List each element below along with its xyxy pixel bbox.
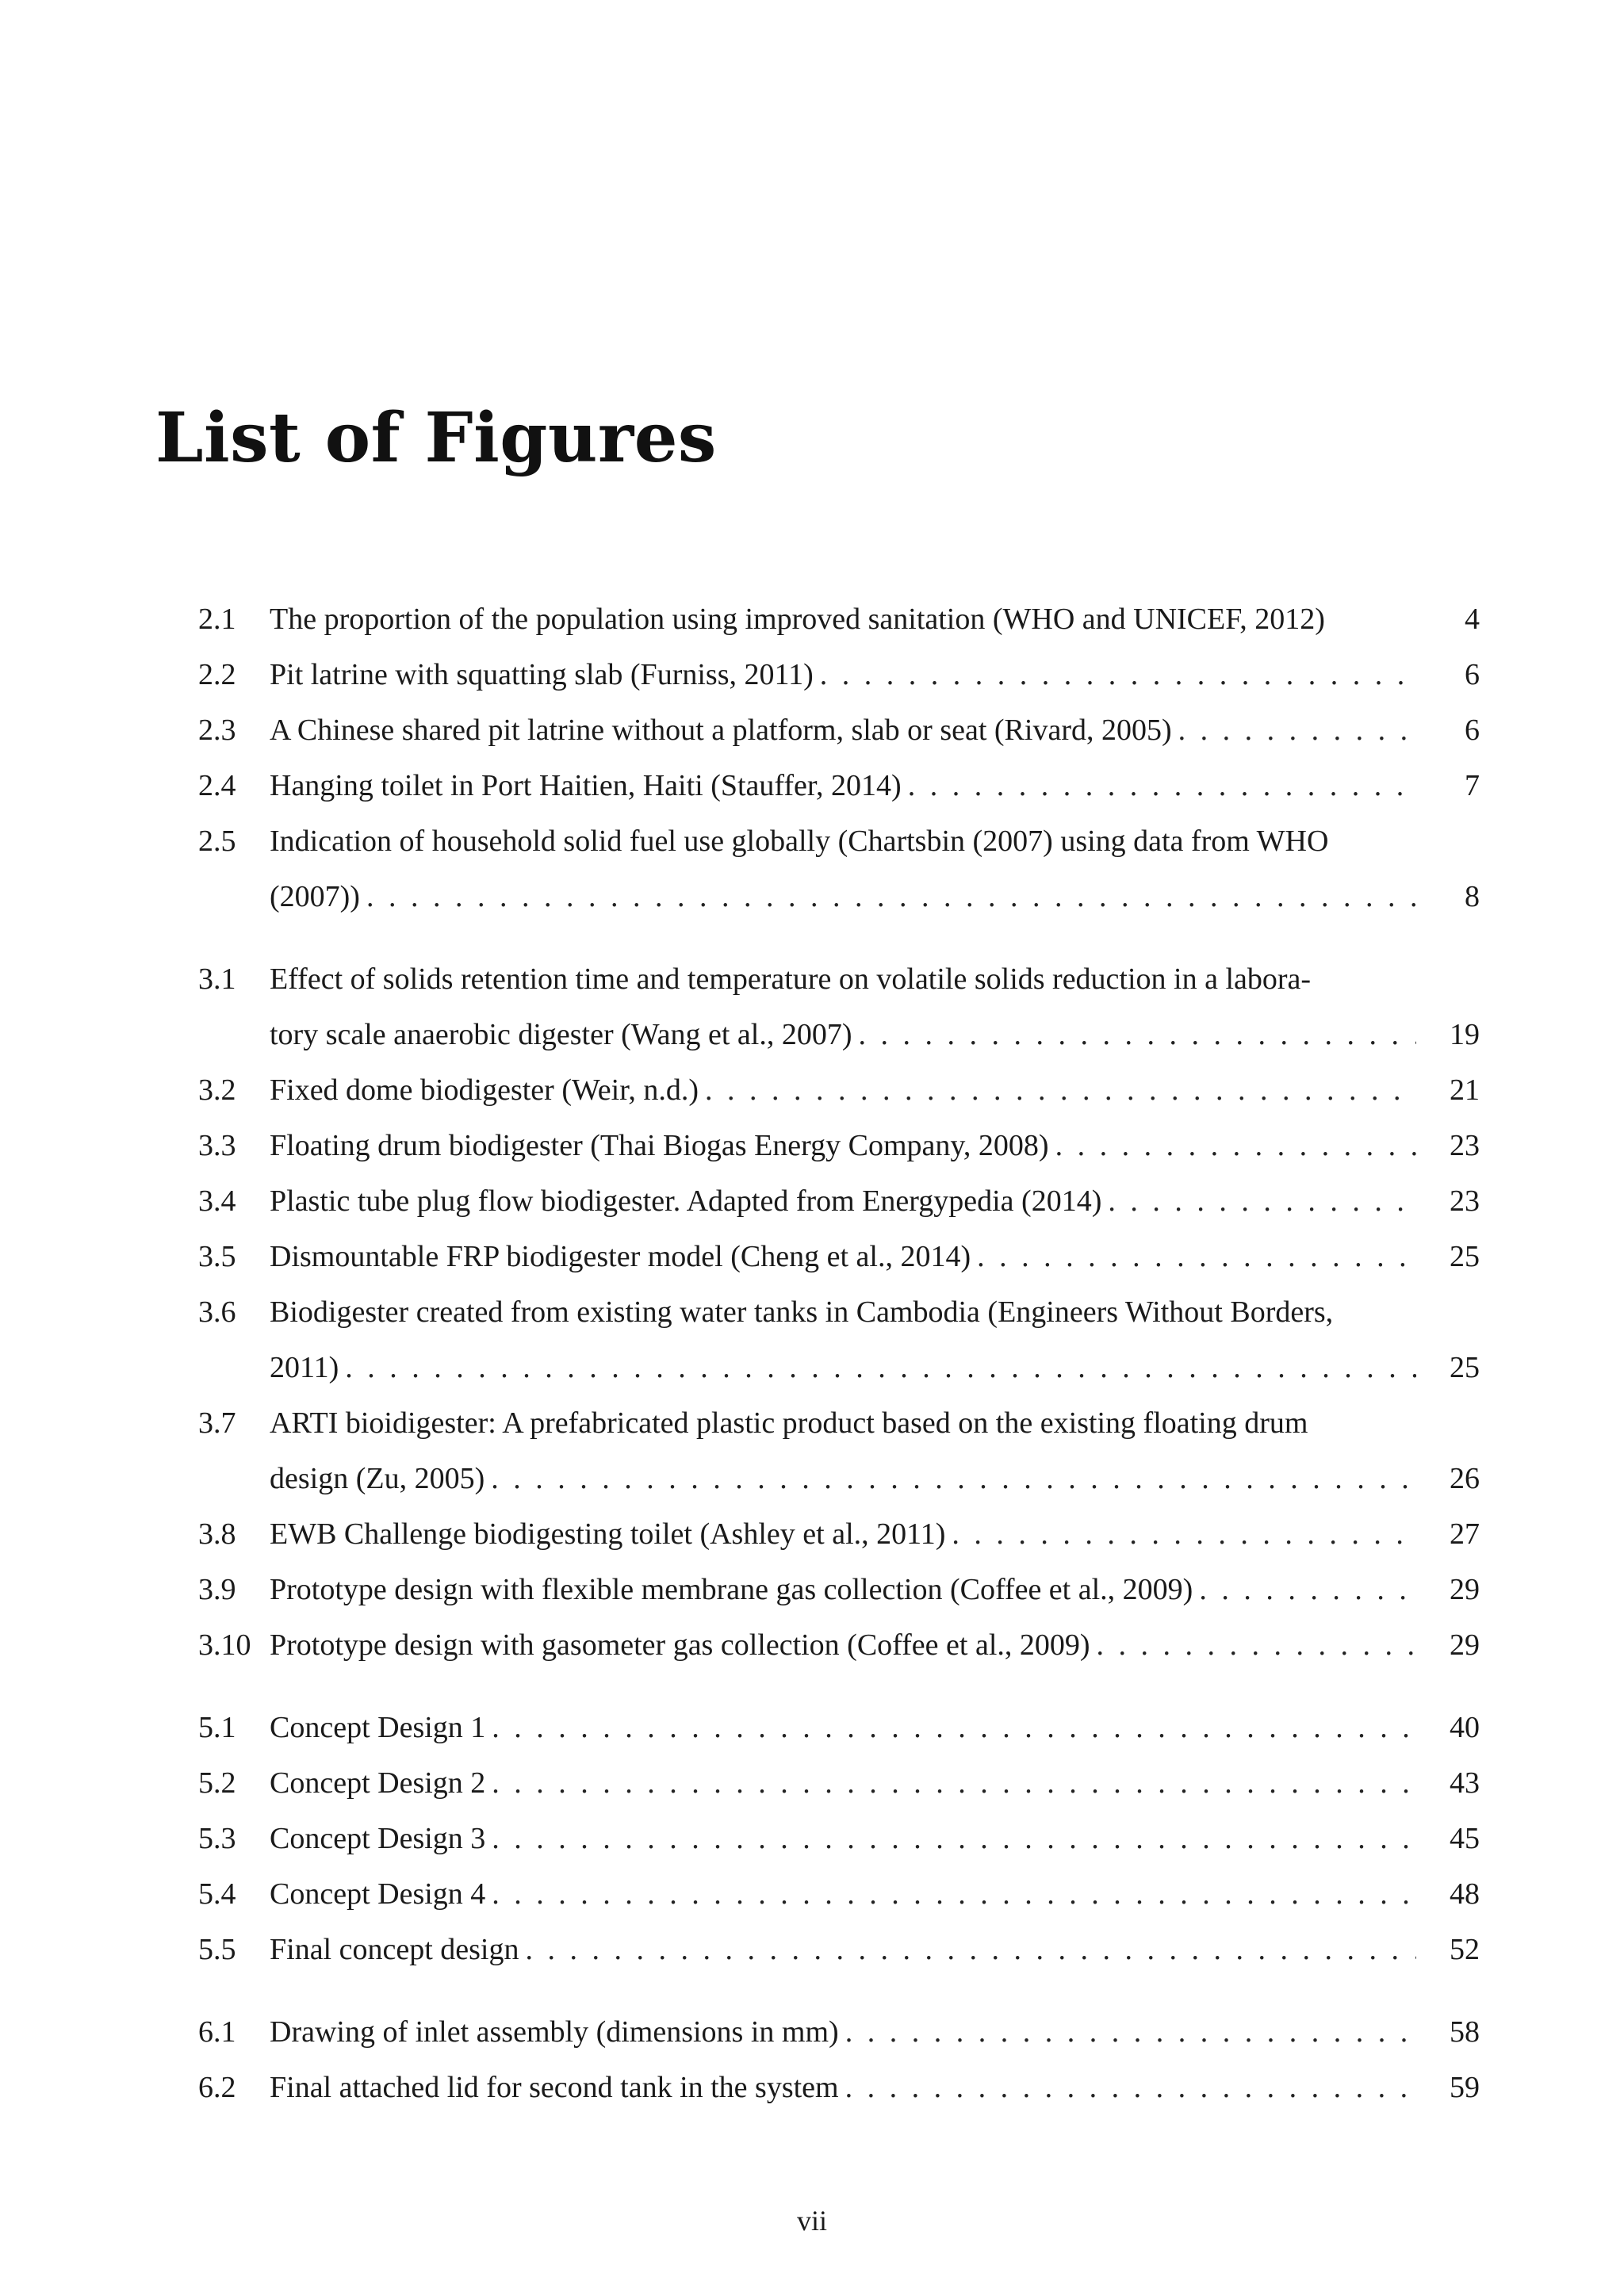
- figure-caption: [270, 1700, 1435, 1755]
- page-number-ref: 23: [1450, 1184, 1480, 1218]
- figure-caption-line: ARTI bioidigester: A prefabricated plastic product based on the existing floating drum: [270, 1406, 1308, 1440]
- figure-caption: [270, 1866, 1435, 1922]
- page-number-ref: 6: [1465, 658, 1480, 691]
- page-number-ref: 29: [1450, 1573, 1480, 1606]
- figure-caption: [270, 1506, 1435, 1562]
- figure-entry[interactable]: [198, 813, 1480, 924]
- figure-caption-line: Concept Design 2: [270, 1766, 486, 1800]
- page-title: List of Figures: [155, 398, 717, 478]
- figure-caption-line: Final concept design: [270, 1933, 519, 1966]
- figure-entry[interactable]: [198, 1395, 1480, 1506]
- dot-leader: [845, 2004, 1416, 2060]
- figure-caption-line: EWB Challenge biodigesting toilet (Ashley et al., 2011): [270, 1517, 946, 1551]
- dot-leader: [705, 1062, 1416, 1118]
- figure-number: 3.3: [198, 1129, 236, 1162]
- dot-leader: [977, 1229, 1416, 1284]
- figure-caption-line: Prototype design with gasometer gas collection (Coffee et al., 2009): [270, 1628, 1090, 1662]
- figure-number: 5.3: [198, 1822, 236, 1855]
- figure-caption: [270, 1811, 1435, 1866]
- figure-caption: [270, 1562, 1435, 1617]
- figure-caption: [270, 1395, 1435, 1506]
- page-number-ref: 4: [1465, 603, 1480, 636]
- figure-caption-line: Concept Design 3: [270, 1822, 486, 1855]
- page-number-ref: 40: [1450, 1711, 1480, 1744]
- figure-entry[interactable]: [198, 758, 1480, 813]
- figure-caption: [270, 758, 1435, 813]
- dot-leader: [492, 1700, 1416, 1755]
- figure-number: 3.7: [198, 1406, 236, 1440]
- dot-leader: [845, 2060, 1416, 2115]
- figure-caption-line: Pit latrine with squatting slab (Furniss, 2011): [270, 658, 814, 691]
- dot-leader: [345, 1340, 1416, 1395]
- page-number-ref: 58: [1450, 2015, 1480, 2049]
- figure-entry[interactable]: [198, 1811, 1480, 1866]
- figure-number: 3.4: [198, 1184, 236, 1218]
- page-number-ref: 27: [1450, 1517, 1480, 1551]
- figure-number: 5.2: [198, 1766, 236, 1800]
- page-number-ref: 52: [1450, 1933, 1480, 1966]
- dot-leader: [492, 1811, 1416, 1866]
- page-number-ref: 29: [1450, 1628, 1480, 1662]
- figure-entry[interactable]: [198, 1118, 1480, 1173]
- figure-entry[interactable]: [198, 1617, 1480, 1673]
- dot-leader: [1178, 702, 1416, 758]
- figure-caption-line: Prototype design with flexible membrane gas collection (Coffee et al., 2009): [270, 1573, 1193, 1606]
- figure-caption-line: Effect of solids retention time and temperature on volatile solids reduction in a labora-: [270, 962, 1312, 996]
- figure-number: 3.9: [198, 1573, 236, 1606]
- figure-list: [198, 591, 1480, 2115]
- figure-caption: [270, 2060, 1435, 2115]
- page-number-ref: 6: [1465, 714, 1480, 747]
- dot-leader: [1199, 1562, 1416, 1617]
- page-number-ref: 59: [1450, 2071, 1480, 2104]
- figure-number: 2.4: [198, 769, 236, 802]
- figure-caption: [270, 951, 1435, 1062]
- figure-group: [198, 951, 1480, 1673]
- figure-caption-line: design (Zu, 2005): [270, 1462, 485, 1495]
- dot-leader: [492, 1866, 1416, 1922]
- figure-caption-line: Dismountable FRP biodigester model (Cheng et al., 2014): [270, 1240, 971, 1273]
- page-number-ref: 45: [1450, 1822, 1480, 1855]
- figure-entry[interactable]: [198, 2060, 1480, 2115]
- figure-caption-line: Hanging toilet in Port Haitien, Haiti (Stauffer, 2014): [270, 769, 902, 802]
- figure-number: 3.5: [198, 1240, 236, 1273]
- figure-entry[interactable]: [198, 1562, 1480, 1617]
- figure-entry[interactable]: [198, 702, 1480, 758]
- figure-number: 6.1: [198, 2015, 236, 2049]
- figure-number: 5.1: [198, 1711, 236, 1744]
- dot-leader: [525, 1922, 1416, 1977]
- figure-caption-line: Plastic tube plug flow biodigester. Adapted from Energypedia (2014): [270, 1184, 1102, 1218]
- page-number-ref: 21: [1450, 1073, 1480, 1107]
- figure-caption-line: The proportion of the population using improved sanitation (WHO and UNICEF, 2012): [270, 603, 1325, 636]
- figure-caption-line: Concept Design 1: [270, 1711, 486, 1744]
- figure-caption: [270, 591, 1435, 647]
- page-number-ref: 26: [1450, 1462, 1480, 1495]
- page-number-ref: 19: [1450, 1018, 1480, 1051]
- figure-caption-line: A Chinese shared pit latrine without a platform, slab or seat (Rivard, 2005): [270, 714, 1172, 747]
- page-number-ref: 25: [1450, 1240, 1480, 1273]
- figure-caption: [270, 1118, 1435, 1173]
- figure-entry[interactable]: [198, 1866, 1480, 1922]
- figure-number: 3.2: [198, 1073, 236, 1107]
- figure-caption-line: (2007)): [270, 880, 360, 913]
- figure-caption-line: 2011): [270, 1351, 339, 1384]
- figure-group: [198, 2004, 1480, 2115]
- dot-leader: [491, 1451, 1416, 1506]
- figure-number: 3.6: [198, 1295, 236, 1329]
- figure-caption: [270, 1755, 1435, 1811]
- dot-leader: [1108, 1173, 1416, 1229]
- figure-caption-line: tory scale anaerobic digester (Wang et al., 2007): [270, 1018, 852, 1051]
- figure-caption-line: Indication of household solid fuel use globally (Chartsbin (2007) using data from WHO: [270, 825, 1329, 858]
- figure-entry[interactable]: [198, 591, 1480, 647]
- page-number-ref: 8: [1465, 880, 1480, 913]
- figure-group: [198, 591, 1480, 924]
- figure-number: 3.8: [198, 1517, 236, 1551]
- figure-number: 2.1: [198, 603, 236, 636]
- figure-caption: [270, 813, 1435, 924]
- dot-leader: [1097, 1617, 1416, 1673]
- dot-leader: [492, 1755, 1416, 1811]
- figure-group: [198, 1700, 1480, 1977]
- page-number-ref: 7: [1465, 769, 1480, 802]
- figure-entry[interactable]: [198, 1284, 1480, 1395]
- figure-number: 2.3: [198, 714, 236, 747]
- figure-number: 5.4: [198, 1877, 236, 1911]
- dot-leader: [952, 1506, 1416, 1562]
- figure-caption-line: Final attached lid for second tank in the system: [270, 2071, 839, 2104]
- dot-leader: [820, 647, 1416, 702]
- figure-entry[interactable]: [198, 1922, 1480, 1977]
- figure-number: 5.5: [198, 1933, 236, 1966]
- figure-entry[interactable]: [198, 1755, 1480, 1811]
- figure-number: 2.2: [198, 658, 236, 691]
- page-number: vii: [796, 2205, 827, 2237]
- figure-number: 3.10: [198, 1628, 251, 1662]
- dot-leader: [366, 869, 1416, 924]
- figure-entry[interactable]: [198, 1229, 1480, 1284]
- figure-caption: [270, 1173, 1435, 1229]
- page-number-ref: 48: [1450, 1877, 1480, 1911]
- figure-entry[interactable]: [198, 1506, 1480, 1562]
- figure-caption-line: Concept Design 4: [270, 1877, 486, 1911]
- figure-caption-line: Fixed dome biodigester (Weir, n.d.): [270, 1073, 699, 1107]
- figure-entry[interactable]: [198, 1700, 1480, 1755]
- page-number-ref: 23: [1450, 1129, 1480, 1162]
- figure-entry[interactable]: [198, 1062, 1480, 1118]
- figure-caption: [270, 1617, 1435, 1673]
- figure-caption: [270, 2004, 1435, 2060]
- figure-caption-line: Drawing of inlet assembly (dimensions in mm): [270, 2015, 839, 2049]
- figure-caption: [270, 647, 1435, 702]
- figure-caption: [270, 1229, 1435, 1284]
- figure-number: 6.2: [198, 2071, 236, 2104]
- figure-number: 3.1: [198, 962, 236, 996]
- page-number-ref: 25: [1450, 1351, 1480, 1384]
- figure-entry[interactable]: [198, 951, 1480, 1062]
- figure-caption: [270, 1062, 1435, 1118]
- figure-caption-line: Floating drum biodigester (Thai Biogas Energy Company, 2008): [270, 1129, 1049, 1162]
- dot-leader: [908, 758, 1416, 813]
- figure-caption: [270, 1922, 1435, 1977]
- dot-leader: [1055, 1118, 1416, 1173]
- figure-entry[interactable]: [198, 2004, 1480, 2060]
- figure-number: 2.5: [198, 825, 236, 858]
- dot-leader: [858, 1007, 1416, 1062]
- figure-caption: [270, 1284, 1435, 1395]
- figure-caption: [270, 702, 1435, 758]
- figure-caption-line: Biodigester created from existing water tanks in Cambodia (Engineers Without Borders,: [270, 1295, 1334, 1329]
- page-number-ref: 43: [1450, 1766, 1480, 1800]
- figure-entry[interactable]: [198, 1173, 1480, 1229]
- figure-entry[interactable]: [198, 647, 1480, 702]
